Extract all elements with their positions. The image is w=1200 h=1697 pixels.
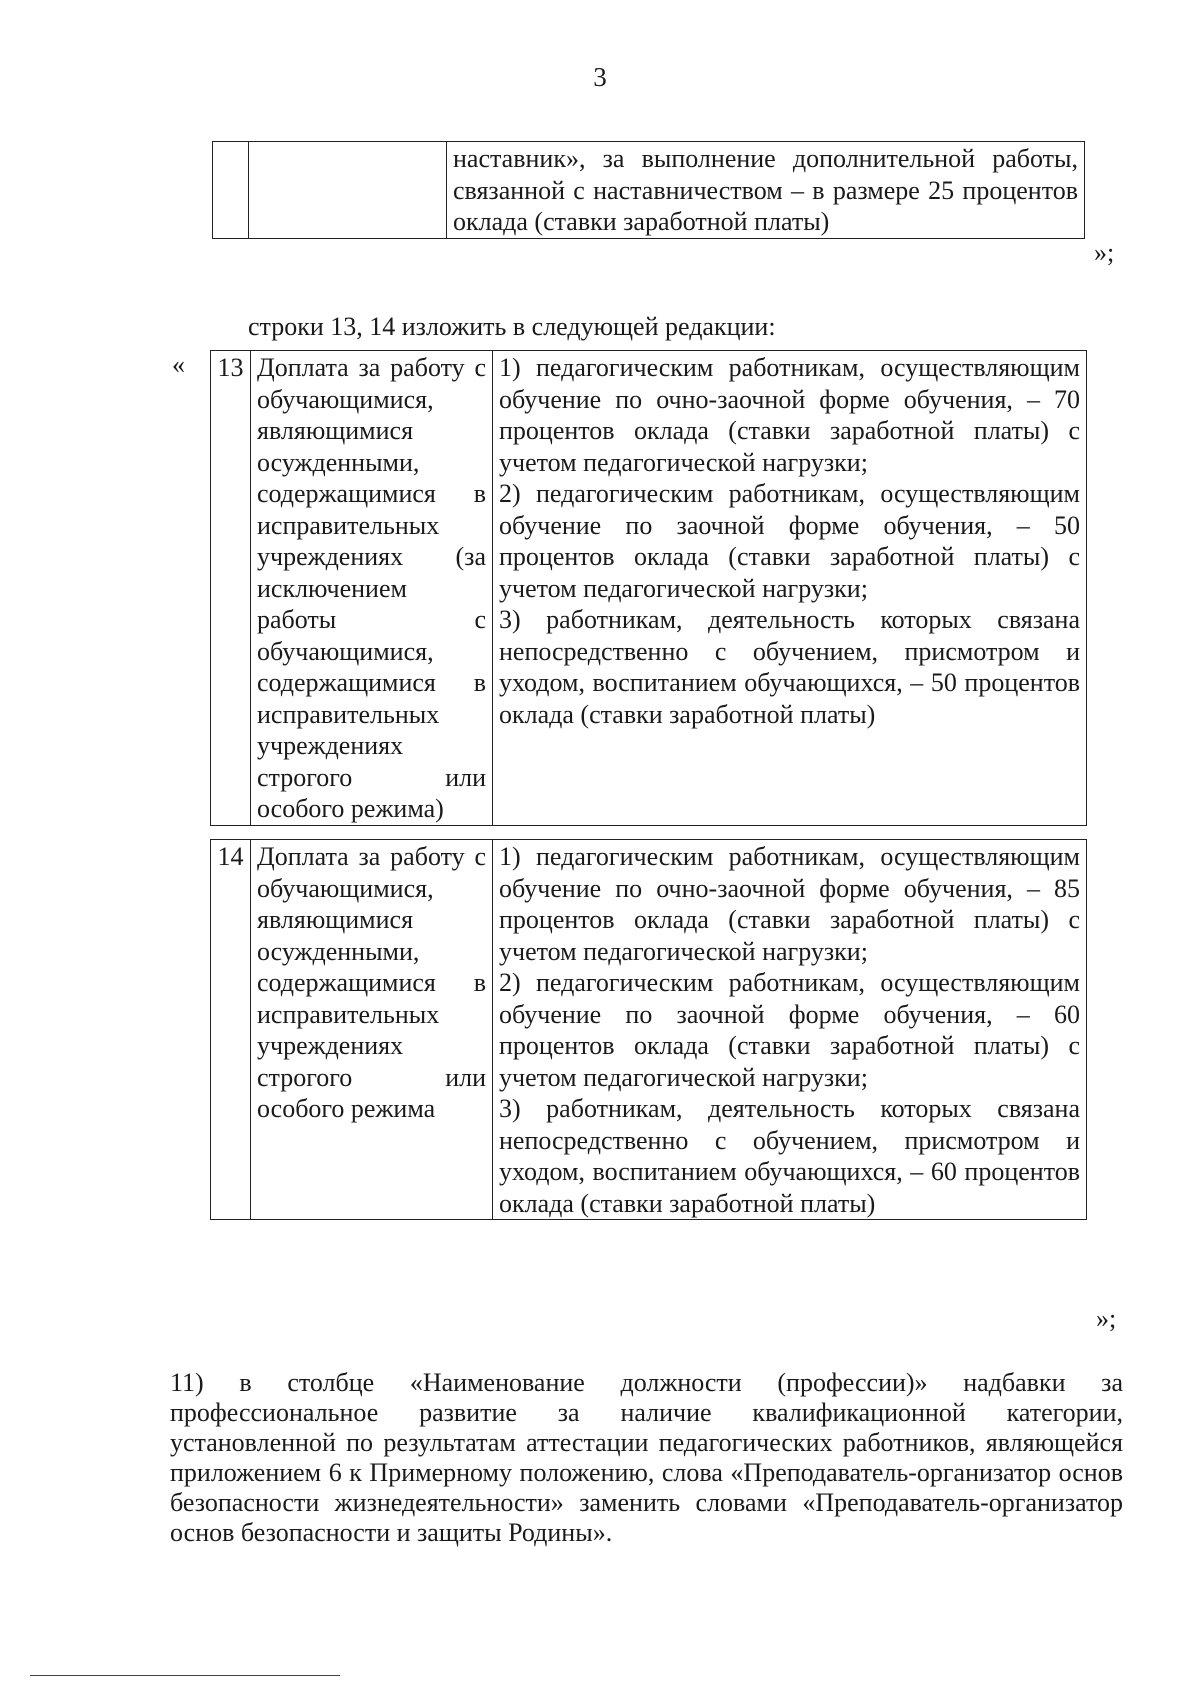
- table-cell-title: [249, 142, 447, 239]
- list-item: 1) педагогическим работникам, осуществляющим обучение по очно-заочной форме обучения, – 70 процентов оклада (ставки заработной платы) с учетом педагогической нагрузки;: [499, 353, 1080, 477]
- row-number: 14: [211, 840, 251, 1220]
- row-number: 13: [211, 351, 251, 826]
- list-item: 1) педагогическим работникам, осуществляющим обучение по очно-заочной форме обучения, – 85 процентов оклада (ставки заработной платы) с учетом педагогической нагрузки;: [499, 842, 1080, 966]
- paragraph-11: 11) в столбце «Наименование должности (профессии)» надбавки за профессиональное развитие за наличие квалификационной категории, установленной по результатам аттестации педагогических работников, являющейся приложением 6 к Примерному положению, слова «Преподаватель-организатор основ безопасности жизнедеятельности» заменить словами «Преподаватель-организатор основ безопасности и защиты Родины».: [170, 1368, 1123, 1547]
- table-row: [213, 142, 1085, 239]
- list-item: 3) работникам, деятельность которых связана непосредственно с обучением, присмотром и уходом, воспитанием обучающихся, – 50 процентов оклада (ставки заработной платы): [499, 605, 1080, 729]
- footer-divider: [30, 1675, 340, 1676]
- intro-text: строки 13, 14 изложить в следующей редакции:: [248, 312, 776, 341]
- row-content: [493, 351, 1087, 826]
- closing-quote: »;: [1096, 1304, 1117, 1333]
- closing-quote-top: »;: [1094, 238, 1115, 267]
- row-content: [493, 840, 1087, 1220]
- row-title: Доплата за работу с обучающимися, являющимися осужденными, содержащимися в исправительных учреждениях строгого или особого режима: [251, 840, 493, 1220]
- table-row-13: [210, 350, 1087, 826]
- table-continuation: [212, 141, 1085, 239]
- row-title: Доплата за работу с обучающимися, являющимися осужденными, содержащимися в исправительных учреждениях (за исключением работы с обучающимися, содержащимися в исправительных учреждениях строгого или особого режима): [251, 351, 493, 826]
- table-row: [211, 351, 1087, 826]
- table-cell-number: [213, 142, 249, 239]
- list-item: 3) работникам, деятельность которых связана непосредственно с обучением, присмотром и уходом, воспитанием обучающихся, – 60 процентов оклада (ставки заработной платы): [499, 1094, 1080, 1218]
- table-row: [211, 840, 1087, 1220]
- page-number: 3: [593, 62, 607, 92]
- table-cell-text: наставник», за выполнение дополнительной работы, связанной с наставничеством – в размере 25 процентов оклада (ставки заработной платы): [447, 142, 1085, 239]
- opening-quote: «: [172, 350, 185, 379]
- table-row-14: [210, 839, 1087, 1220]
- list-item: 2) педагогическим работникам, осуществляющим обучение по заочной форме обучения, – 50 процентов оклада (ставки заработной платы) с учетом педагогической нагрузки;: [499, 479, 1080, 603]
- list-item: 2) педагогическим работникам, осуществляющим обучение по заочной форме обучения, – 60 процентов оклада (ставки заработной платы) с учетом педагогической нагрузки;: [499, 968, 1080, 1092]
